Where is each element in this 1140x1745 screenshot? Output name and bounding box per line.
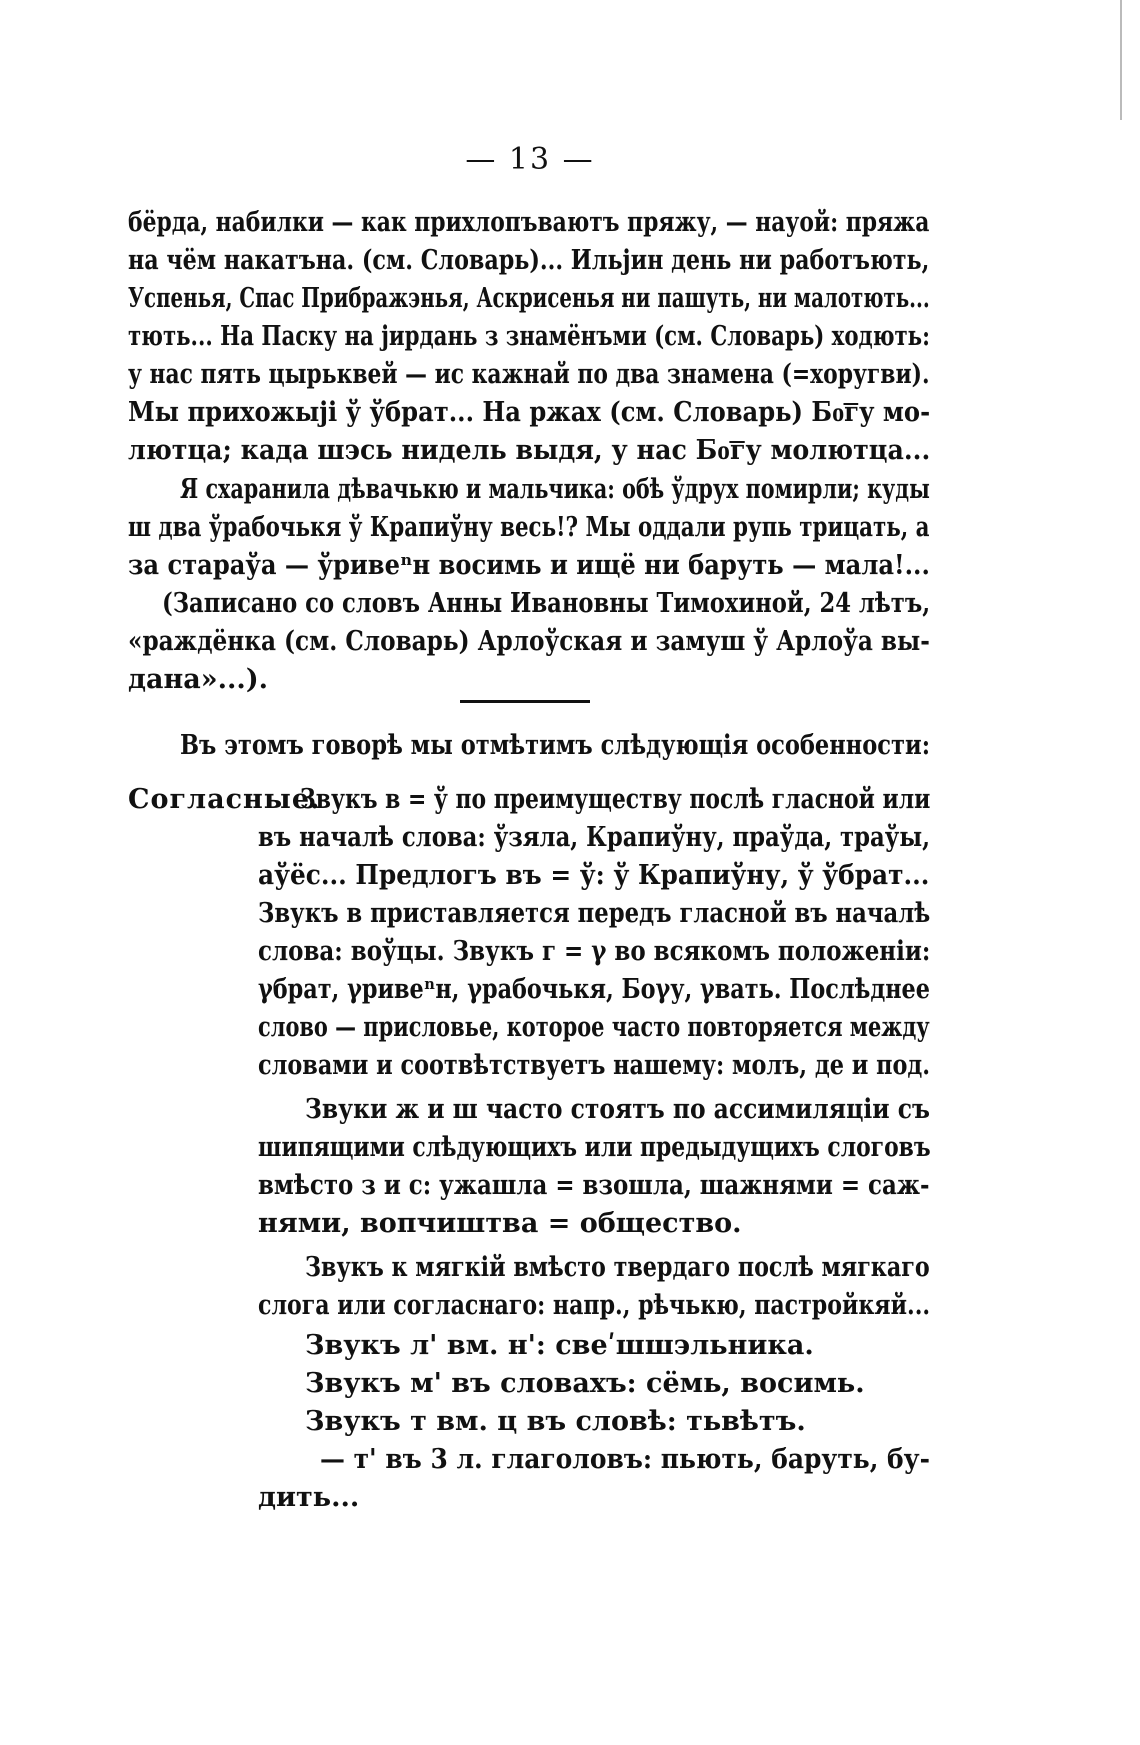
body-line: γбрат, γривеⁿн, γрабочькя, Боγу, γвать. Послѣднее [258,974,930,1005]
body-line: — т' въ 3 л. глаголовъ: пьють, баруть, бу- [320,1444,930,1475]
quote-line: бёрда, набилки — как прихлопъваютъ пряжу, — науой: пряжа [128,207,930,238]
section-intro: Въ этомъ говорѣ мы отмѣтимъ слѣдующія особенности: [180,730,931,761]
page-number: — 13 — [465,142,595,177]
body-line: нями, вопчиштва = общество. [258,1208,742,1239]
quote-line: тють... На Паску на јирдань з знамёнъми (см. Словарь) ходють: [128,321,930,352]
body-line: дить... [258,1482,360,1513]
quote-line: за стараўа — ўривеⁿн восимь и ищё ни баруть — мала!... [128,550,930,581]
quote-line: на чём накатъна. (см. Словарь)... Ильјин день ни работъють, [128,245,930,276]
body-line: въ началѣ слова: ўзяла, Крапиўну, праўда, траўы, [258,822,931,853]
section-divider [460,700,590,703]
body-line: Звукъ м' въ словахъ: сёмь, восимь. [305,1368,865,1399]
body-line: слово — присловье, которое часто повторяется между [258,1012,930,1043]
body-line: словами и соотвѣтствуетъ нашему: молъ, де и под. [258,1050,931,1081]
body-line: Звукъ л' вм. н': свеʹшшэльника. [305,1330,814,1361]
quote-line: у нас пять цырьквей — ис кажнай по два знамена (=хоругви). [128,359,930,390]
body-line: аўёс... Предлогъ въ = ў: ў Крапиўну, ў ўбрат... [258,860,930,891]
body-line: Звукъ в приставляется передъ гласной въ началѣ [258,898,931,929]
body-line: Звукъ в = ў по преимуществу послѣ гласной или [300,784,931,815]
quote-line: лютца; када шэсь нидель выдя, у нас Бо͞гу молютца... [128,435,931,466]
consonants-label: Согласные. [128,784,321,815]
quote-line: «раждёнка (см. Словарь) Арлоўская и замуш ў Арлоўа вы- [128,626,930,657]
body-line: Звукъ т вм. ц въ словѣ: тьвѣтъ. [305,1406,806,1437]
quote-line: Успенья, Спас Прибражэнья, Аскрисенья ни пашуть, ни малотють... [128,283,930,314]
body-line: Звукъ к мягкій вмѣсто твердаго послѣ мягкаго [305,1252,930,1283]
body-line: слога или согласнаго: напр., рѣчькю, пастройкяй... [258,1290,931,1321]
quote-line: (Записано со словъ Анны Ивановны Тимохиной, 24 лѣтъ, [162,588,931,619]
body-line: шипящими слѣдующихъ или предыдущихъ слоговъ [258,1132,931,1163]
quote-line: Мы прихожыјі ў ўбрат... На ржах (см. Словарь) Бо͞гу мо- [128,397,931,428]
body-line: слова: воўцы. Звукъ г = γ во всякомъ положеніи: [258,936,931,967]
body-line: Звуки ж и ш часто стоятъ по ассимиляціи съ [305,1094,930,1125]
quote-line: ш два ўрабочькя ў Крапиўну весь!? Мы оддали рупь трицать, а [128,512,930,543]
body-line: вмѣсто з и с: ужашла = взошла, шажнями = саж- [258,1170,930,1201]
quote-line: Я схаранила дѣвачькю и мальчика: обѣ ўдрух помирли; куды [180,474,930,505]
page-edge-line [1120,0,1122,120]
quote-line: дана»...). [128,664,268,695]
